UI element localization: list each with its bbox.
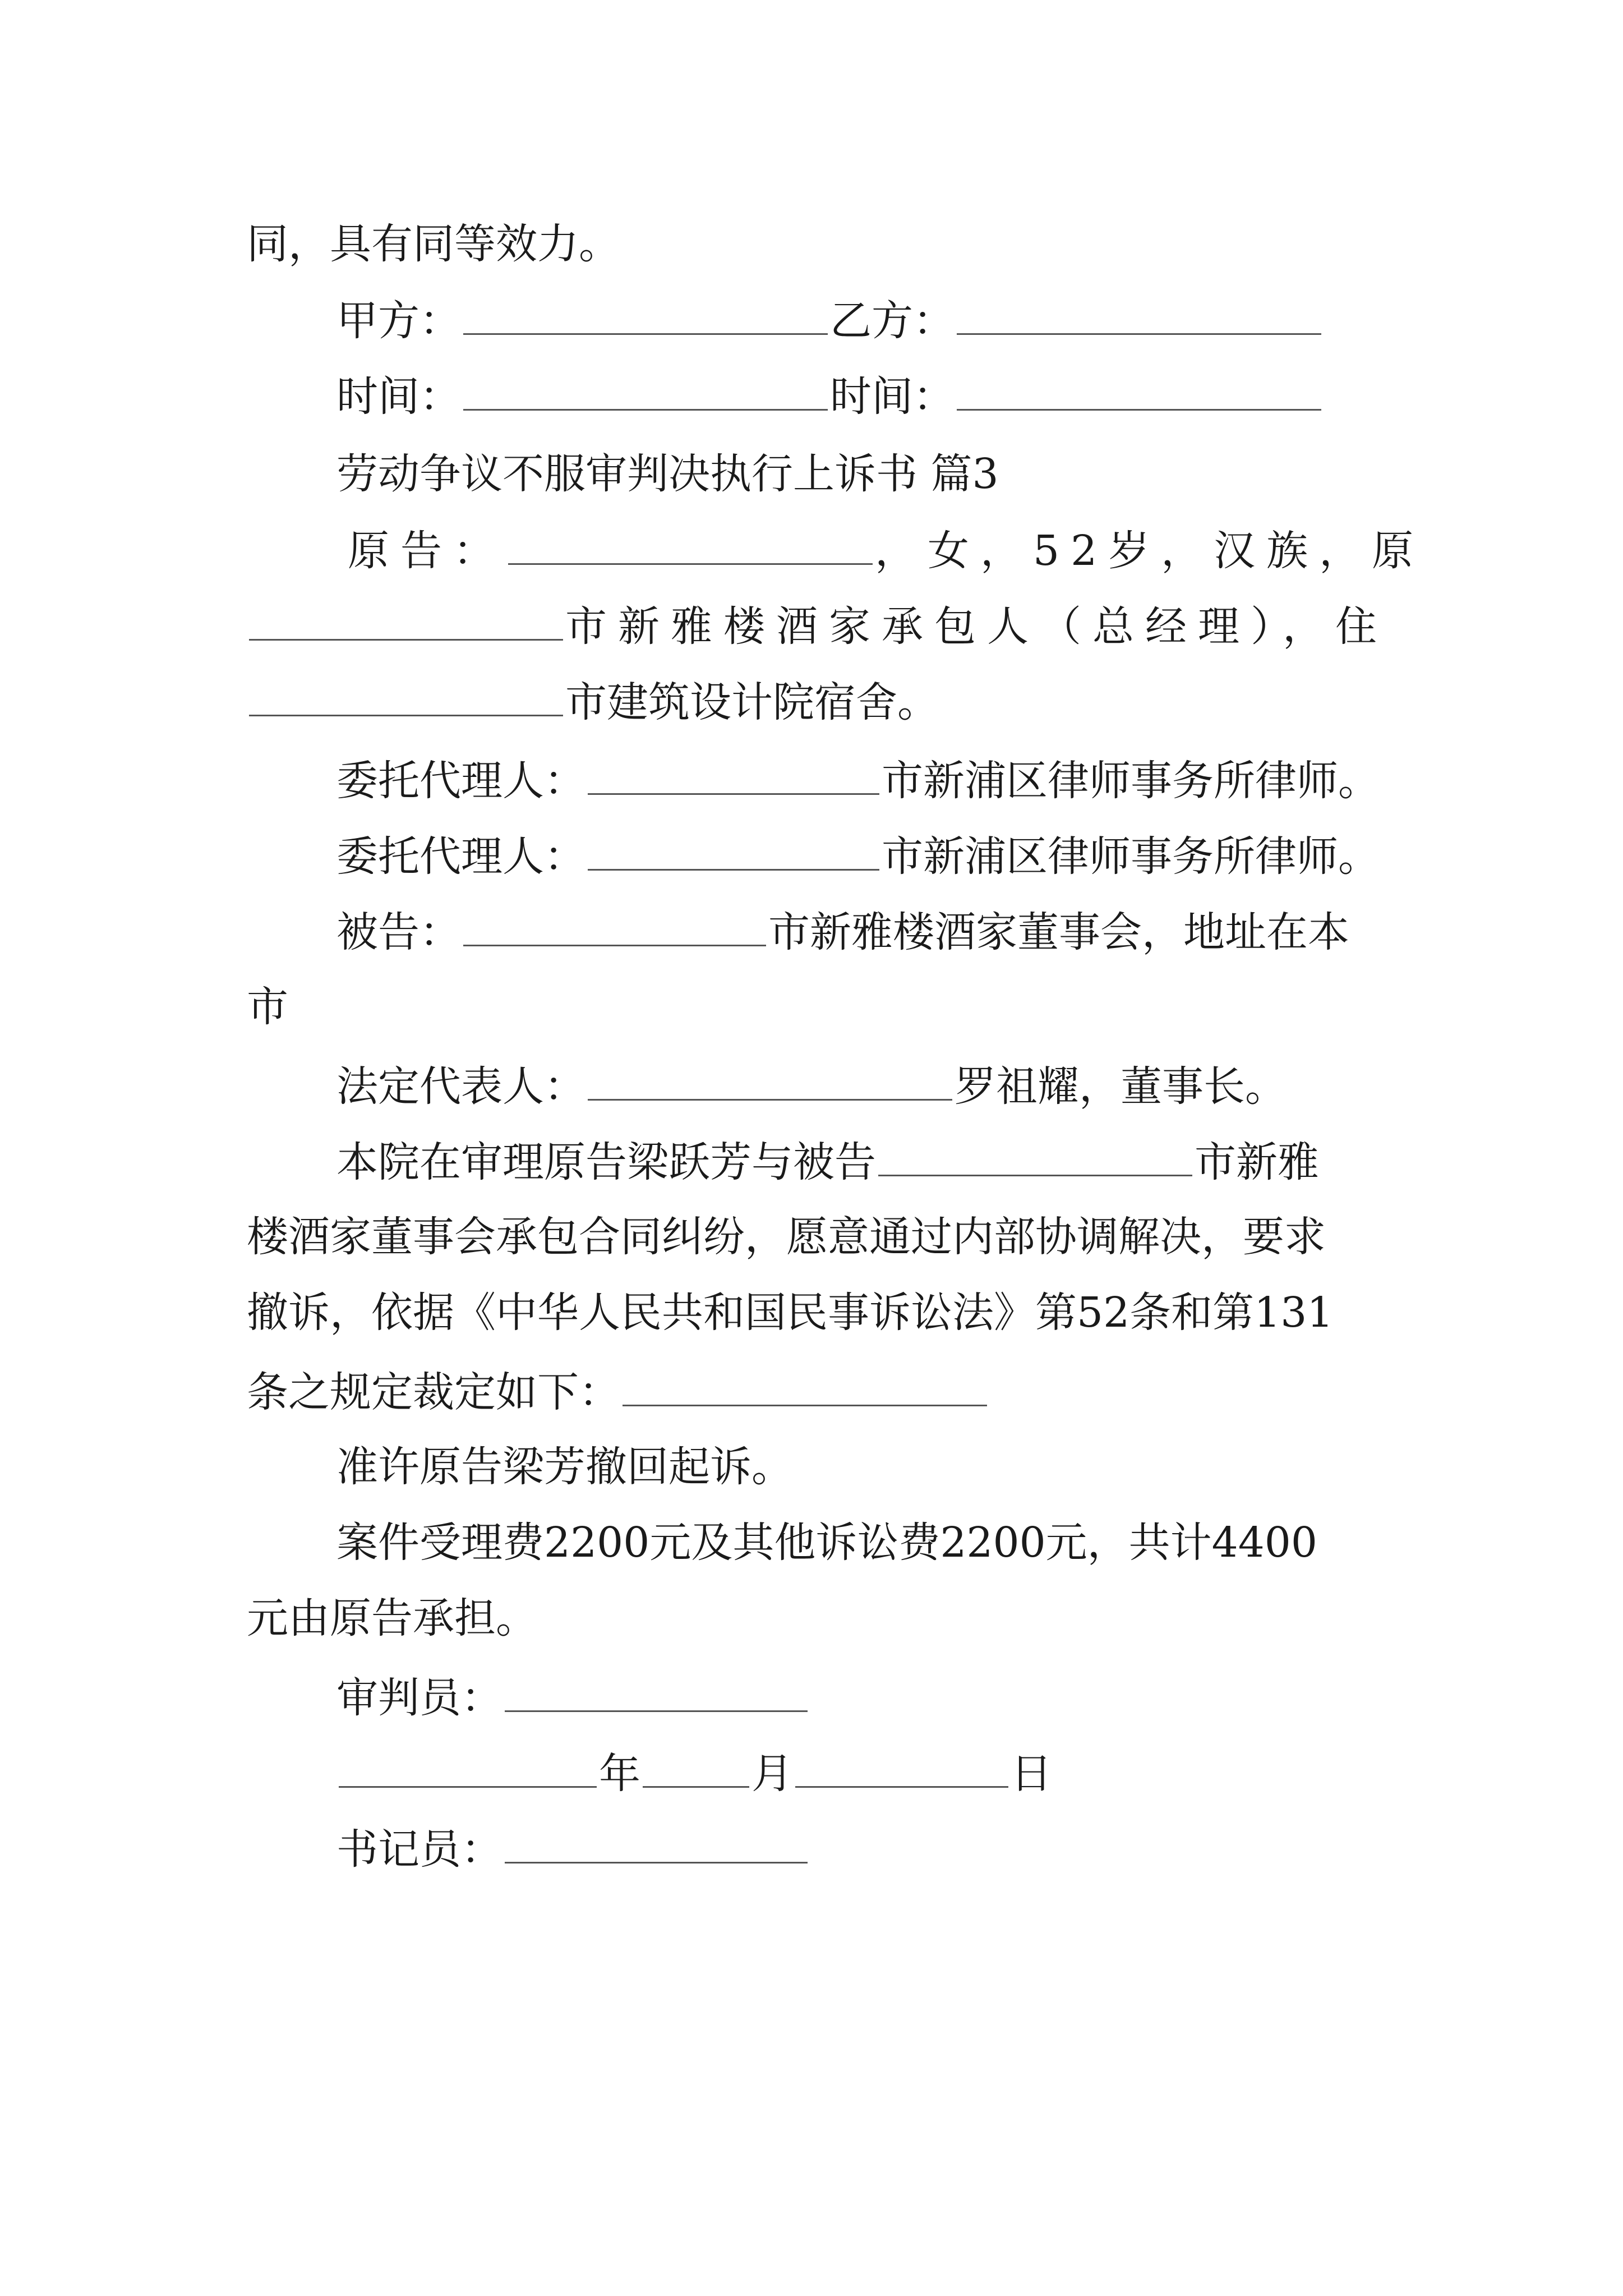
clerk-label: 书记员： xyxy=(336,1825,502,1874)
plaintiff-address-blank xyxy=(249,673,563,716)
clerk-line xyxy=(336,1820,810,1876)
defendant-desc: 市 xyxy=(247,983,288,1031)
party-b-label: 乙方： xyxy=(830,297,955,345)
heading-number: 篇3 xyxy=(930,450,999,498)
ruling-blank xyxy=(623,1363,987,1406)
plaintiff-line xyxy=(348,522,1424,578)
agent-line xyxy=(336,827,1380,884)
agent-label: 委托代理人： xyxy=(336,757,585,805)
day-label: 日 xyxy=(1011,1750,1052,1798)
time-label: 时间： xyxy=(830,372,955,421)
body-text: 条之规定裁定如下： xyxy=(247,1368,620,1416)
judge-line xyxy=(336,1669,810,1725)
text-line xyxy=(247,216,620,272)
section-heading xyxy=(336,446,999,502)
legal-rep-desc: 罗祖耀，董事长。 xyxy=(955,1062,1287,1111)
judge-label: 审判员： xyxy=(336,1674,502,1722)
body-text: 本院在审理原告梁跃芳与被告 xyxy=(336,1138,876,1186)
legal-rep-label: 法定代表人： xyxy=(336,1062,585,1111)
body-text: 市新雅 xyxy=(1195,1138,1319,1186)
ruling-text: 元由原告承担。 xyxy=(247,1594,537,1642)
time-blank xyxy=(463,367,828,411)
time-row xyxy=(336,367,1324,424)
year-blank xyxy=(339,1745,597,1788)
legal-rep-line xyxy=(336,1057,1287,1114)
agent-desc: 市新浦区律师事务所律师。 xyxy=(882,757,1380,805)
agent-desc: 市新浦区律师事务所律师。 xyxy=(882,832,1380,881)
body-line xyxy=(247,1363,989,1419)
defendant-name-blank xyxy=(878,1133,1192,1176)
plaintiff-label: 原告： xyxy=(348,527,506,575)
body-line xyxy=(336,1133,1319,1189)
body-line xyxy=(247,1285,1333,1341)
ruling-line xyxy=(336,1515,1317,1571)
defendant-line xyxy=(247,979,288,1035)
ruling-line xyxy=(247,1590,537,1646)
ruling-text: 准许原告梁芳撤回起诉。 xyxy=(336,1443,793,1491)
agent-blank xyxy=(588,752,879,795)
clerk-blank xyxy=(505,1820,808,1864)
heading-text: 劳动争议不服审判决执行上诉书 xyxy=(336,450,917,498)
line-text: 同，具有同等效力。 xyxy=(247,220,620,268)
plaintiff-desc: ，女，52岁，汉族，原 xyxy=(875,527,1425,575)
judge-blank xyxy=(505,1669,808,1712)
legal-rep-blank xyxy=(588,1057,952,1101)
plaintiff-line xyxy=(247,673,939,729)
agent-blank xyxy=(588,827,879,871)
party-a-blank xyxy=(463,292,828,335)
time-label: 时间： xyxy=(336,372,461,421)
ruling-text: 案件受理费2200元及其他诉讼费2200元，共计4400 xyxy=(336,1519,1317,1567)
defendant-desc: 市新雅楼酒家董事会，地址在本 xyxy=(768,908,1349,956)
signature-row xyxy=(336,292,1324,348)
body-text: 撤诉，依据《中华人民共和国民事诉讼法》第52条和第131 xyxy=(247,1289,1334,1337)
party-a-label: 甲方： xyxy=(336,297,461,345)
month-label: 月 xyxy=(751,1750,793,1798)
defendant-line xyxy=(336,903,1349,959)
party-b-blank xyxy=(957,292,1321,335)
plaintiff-desc: 市新雅楼酒家承包人（总经理），住 xyxy=(565,602,1388,651)
defendant-label: 被告： xyxy=(336,908,461,956)
defendant-blank xyxy=(463,903,766,946)
ruling-line xyxy=(336,1439,793,1495)
plaintiff-city-blank xyxy=(249,597,563,641)
agent-line xyxy=(336,752,1380,808)
body-text: 楼酒家董事会承包合同纠纷，愿意通过内部协调解决，要求 xyxy=(247,1213,1326,1261)
body-line xyxy=(247,1209,1326,1265)
month-blank xyxy=(643,1745,749,1788)
year-label: 年 xyxy=(599,1750,640,1798)
plaintiff-line xyxy=(247,597,1388,654)
time-blank xyxy=(957,367,1321,411)
plaintiff-blank xyxy=(508,522,873,565)
plaintiff-desc: 市建筑设计院宿舍。 xyxy=(565,678,939,726)
date-line xyxy=(336,1745,1052,1801)
day-blank xyxy=(795,1745,1008,1788)
agent-label: 委托代理人： xyxy=(336,832,585,881)
